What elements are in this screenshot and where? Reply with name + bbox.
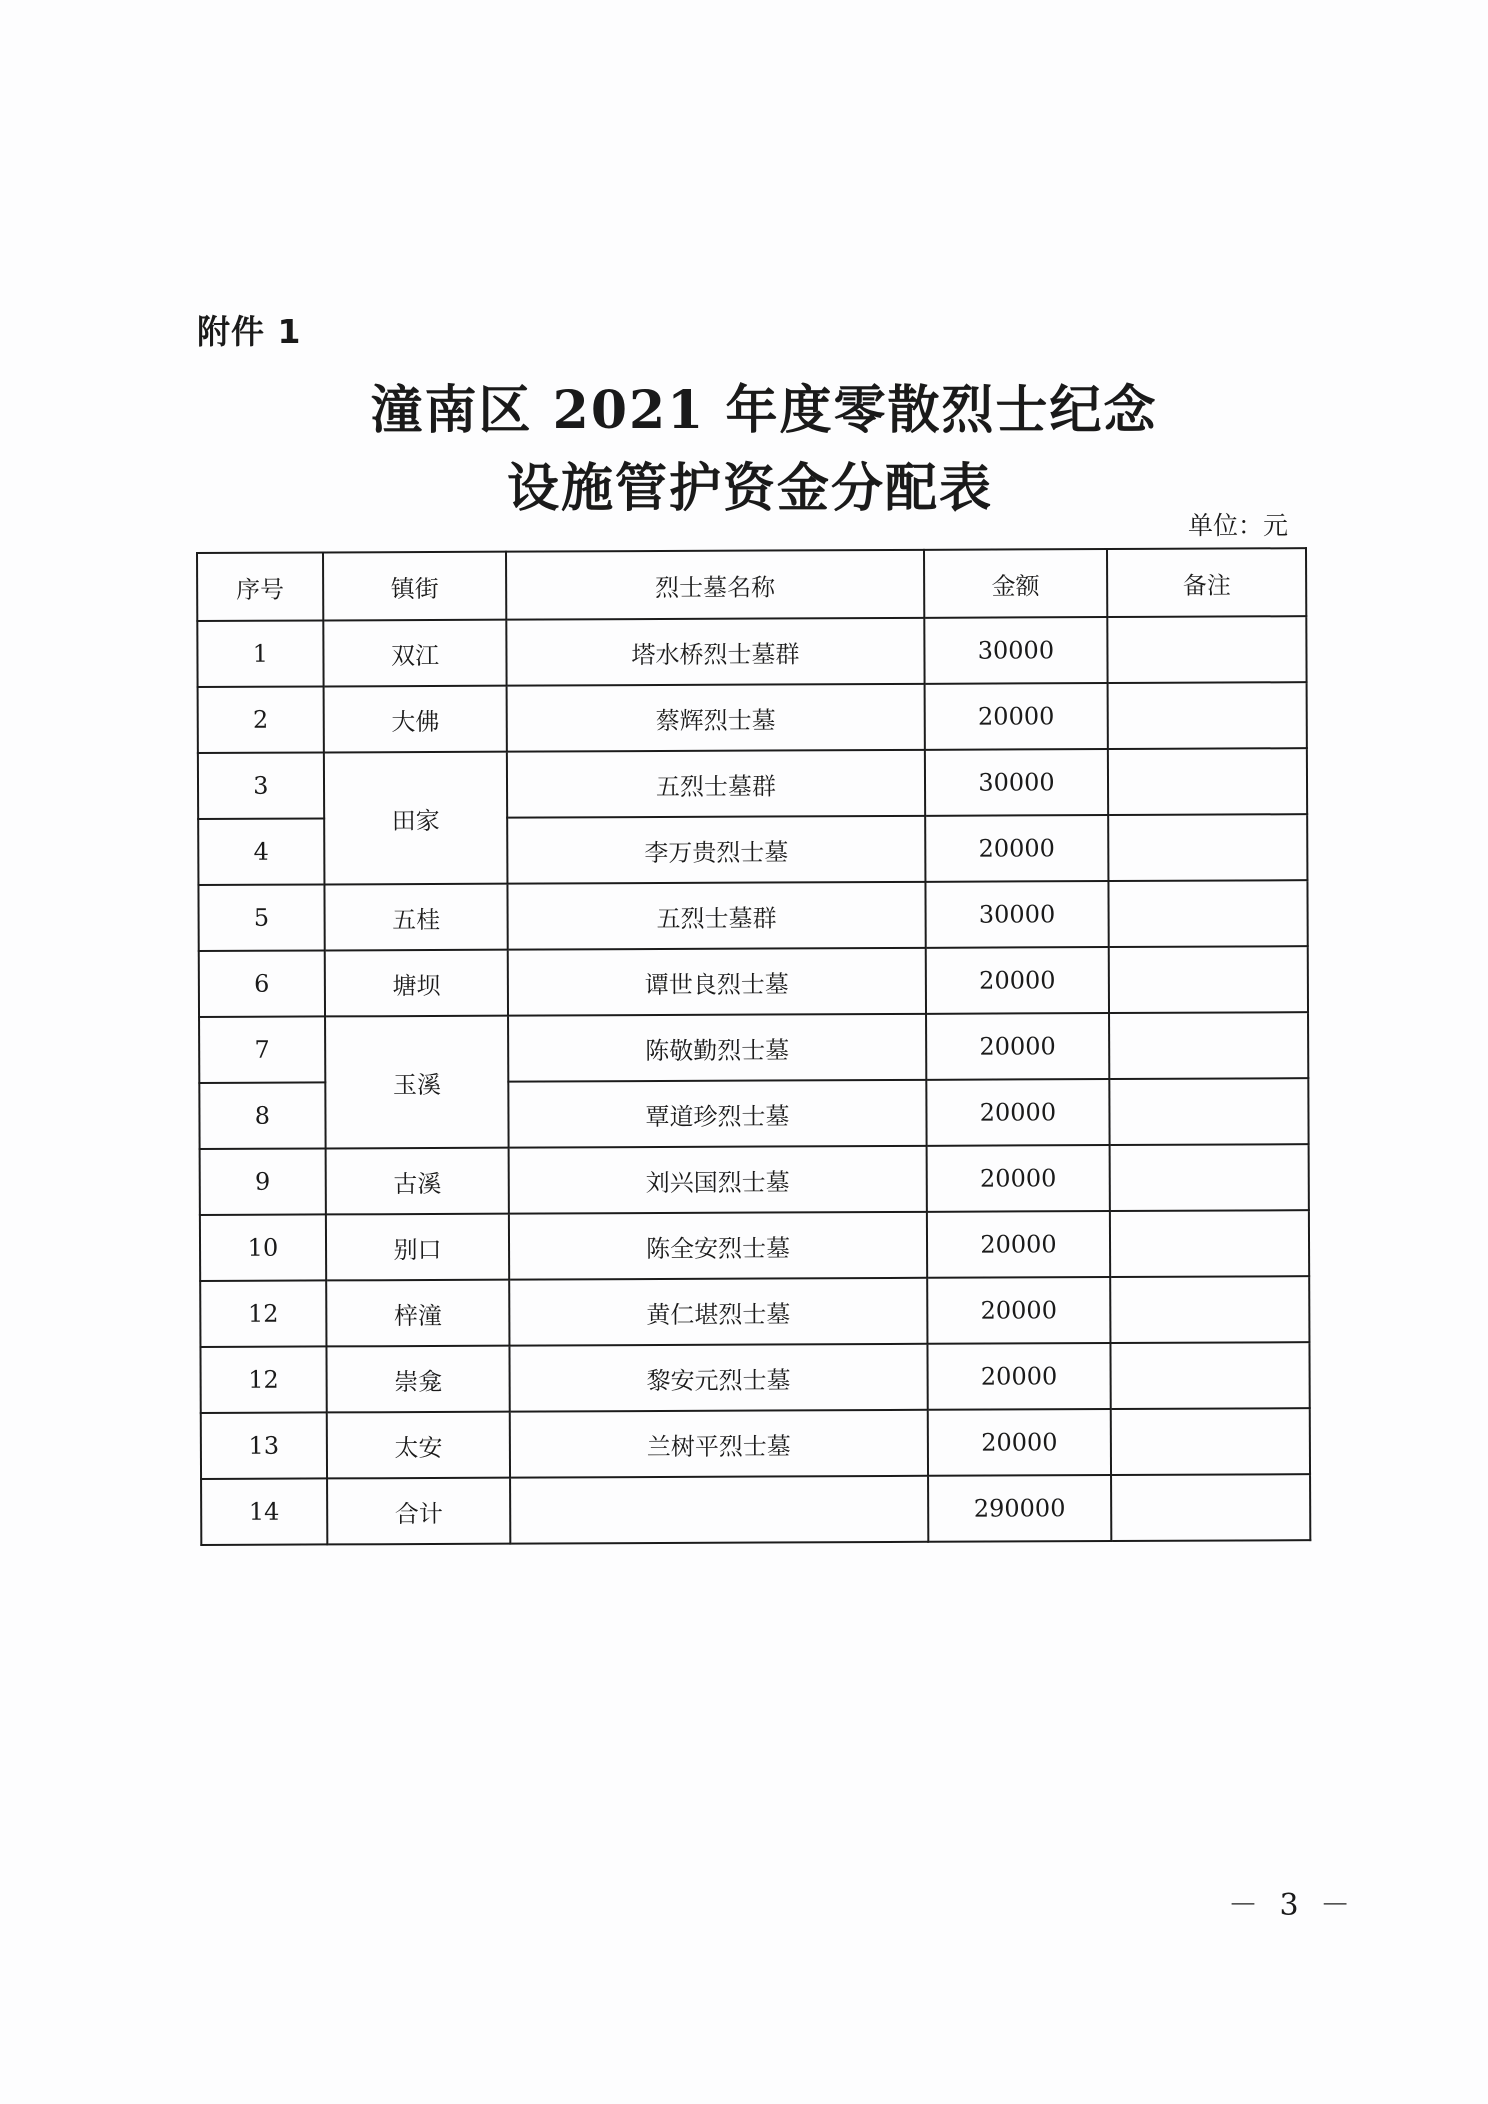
cell-no: 7 — [199, 1016, 325, 1083]
cell-note — [1109, 1012, 1308, 1079]
unit-label: 单位：元 — [1188, 511, 1289, 540]
cell-note — [1109, 946, 1308, 1013]
cell-no: 9 — [200, 1148, 326, 1215]
cell-name: 覃道珍烈士墓 — [509, 1080, 926, 1148]
attachment-label: 附件 1 — [197, 312, 302, 351]
cell-town: 别口 — [326, 1214, 510, 1281]
cell-name: 黄仁堪烈士墓 — [510, 1278, 927, 1346]
table-row — [198, 682, 1307, 753]
cell-no: 1 — [197, 620, 323, 687]
cell-town: 梓潼 — [326, 1280, 510, 1347]
cell-note — [1109, 814, 1308, 881]
cell-town: 田家 — [324, 752, 508, 885]
cell-name: 五烈士墓群 — [508, 882, 925, 950]
cell-note — [1110, 1078, 1309, 1145]
cell-name — [510, 1476, 927, 1544]
allocation-table — [196, 547, 1311, 1546]
cell-name: 刘兴国烈士墓 — [509, 1146, 926, 1214]
cell-amount: 20000 — [926, 1079, 1110, 1146]
cell-note — [1111, 1342, 1310, 1409]
cell-amount: 20000 — [925, 947, 1109, 1014]
cell-note — [1111, 1408, 1310, 1475]
cell-no: 12 — [200, 1346, 326, 1413]
cell-no: 3 — [198, 752, 324, 819]
cell-name: 黎安元烈士墓 — [510, 1344, 927, 1412]
cell-amount: 30000 — [924, 749, 1108, 816]
header-town: 镇街 — [323, 552, 507, 621]
cell-amount: 30000 — [924, 617, 1108, 684]
header-no: 序号 — [197, 552, 323, 621]
cell-name: 谭世良烈士墓 — [508, 948, 925, 1016]
cell-amount: 20000 — [927, 1277, 1111, 1344]
cell-no: 4 — [198, 818, 324, 885]
cell-name: 蔡辉烈士墓 — [507, 684, 924, 752]
table-row — [198, 880, 1307, 951]
cell-amount: 20000 — [926, 1013, 1110, 1080]
cell-name: 陈敬勤烈士墓 — [508, 1014, 925, 1082]
cell-town: 大佛 — [323, 686, 507, 753]
header-amount: 金额 — [924, 549, 1108, 618]
table-row — [200, 1342, 1309, 1413]
cell-amount: 290000 — [928, 1475, 1112, 1542]
cell-town: 合计 — [327, 1478, 511, 1545]
cell-name: 五烈士墓群 — [507, 750, 924, 818]
cell-name: 李万贵烈士墓 — [508, 816, 925, 884]
cell-no: 8 — [199, 1082, 325, 1149]
cell-amount: 20000 — [925, 815, 1109, 882]
cell-town: 塘坝 — [325, 950, 509, 1017]
cell-note — [1108, 616, 1307, 683]
cell-name: 陈全安烈士墓 — [509, 1212, 926, 1280]
table-row — [200, 1144, 1309, 1215]
title-line-2: 设施管护资金分配表 — [506, 458, 993, 519]
table-row — [200, 1276, 1309, 1347]
cell-town: 玉溪 — [325, 1016, 509, 1149]
cell-no: 5 — [198, 884, 324, 951]
cell-amount: 30000 — [925, 881, 1109, 948]
cell-note — [1108, 682, 1307, 749]
cell-amount: 20000 — [927, 1343, 1111, 1410]
cell-note — [1110, 1144, 1309, 1211]
header-name: 烈士墓名称 — [506, 550, 923, 620]
page-number: － 3 － — [1228, 1888, 1357, 1923]
table-row — [198, 748, 1307, 819]
cell-note — [1111, 1276, 1310, 1343]
table-header-row — [197, 548, 1306, 621]
table-row — [199, 1012, 1308, 1083]
cell-amount: 20000 — [924, 683, 1108, 750]
cell-name: 塔水桥烈士墓群 — [507, 618, 924, 686]
cell-town: 崇龛 — [326, 1346, 510, 1413]
table-row — [199, 946, 1308, 1017]
cell-no: 2 — [198, 686, 324, 753]
cell-name: 兰树平烈士墓 — [510, 1410, 927, 1478]
cell-town: 古溪 — [325, 1148, 509, 1215]
cell-amount: 20000 — [926, 1211, 1110, 1278]
cell-town: 太安 — [327, 1412, 511, 1479]
cell-town: 五桂 — [324, 884, 508, 951]
cell-no: 6 — [199, 950, 325, 1017]
cell-no: 10 — [200, 1214, 326, 1281]
cell-note — [1110, 1210, 1309, 1277]
table-row — [201, 1408, 1310, 1479]
cell-town: 双江 — [323, 620, 507, 687]
table-row — [201, 1474, 1310, 1545]
cell-amount: 20000 — [927, 1409, 1111, 1476]
cell-note — [1108, 748, 1307, 815]
title-line-1: 潼南区 2021 年度零散烈士纪念 — [370, 380, 1158, 441]
cell-note — [1109, 880, 1308, 947]
cell-no: 13 — [201, 1412, 327, 1479]
table-row — [200, 1210, 1309, 1281]
header-note: 备注 — [1107, 548, 1306, 617]
cell-no: 14 — [201, 1478, 327, 1545]
cell-no: 12 — [200, 1280, 326, 1347]
table-row — [197, 616, 1306, 687]
cell-note — [1111, 1474, 1310, 1541]
cell-amount: 20000 — [926, 1145, 1110, 1212]
